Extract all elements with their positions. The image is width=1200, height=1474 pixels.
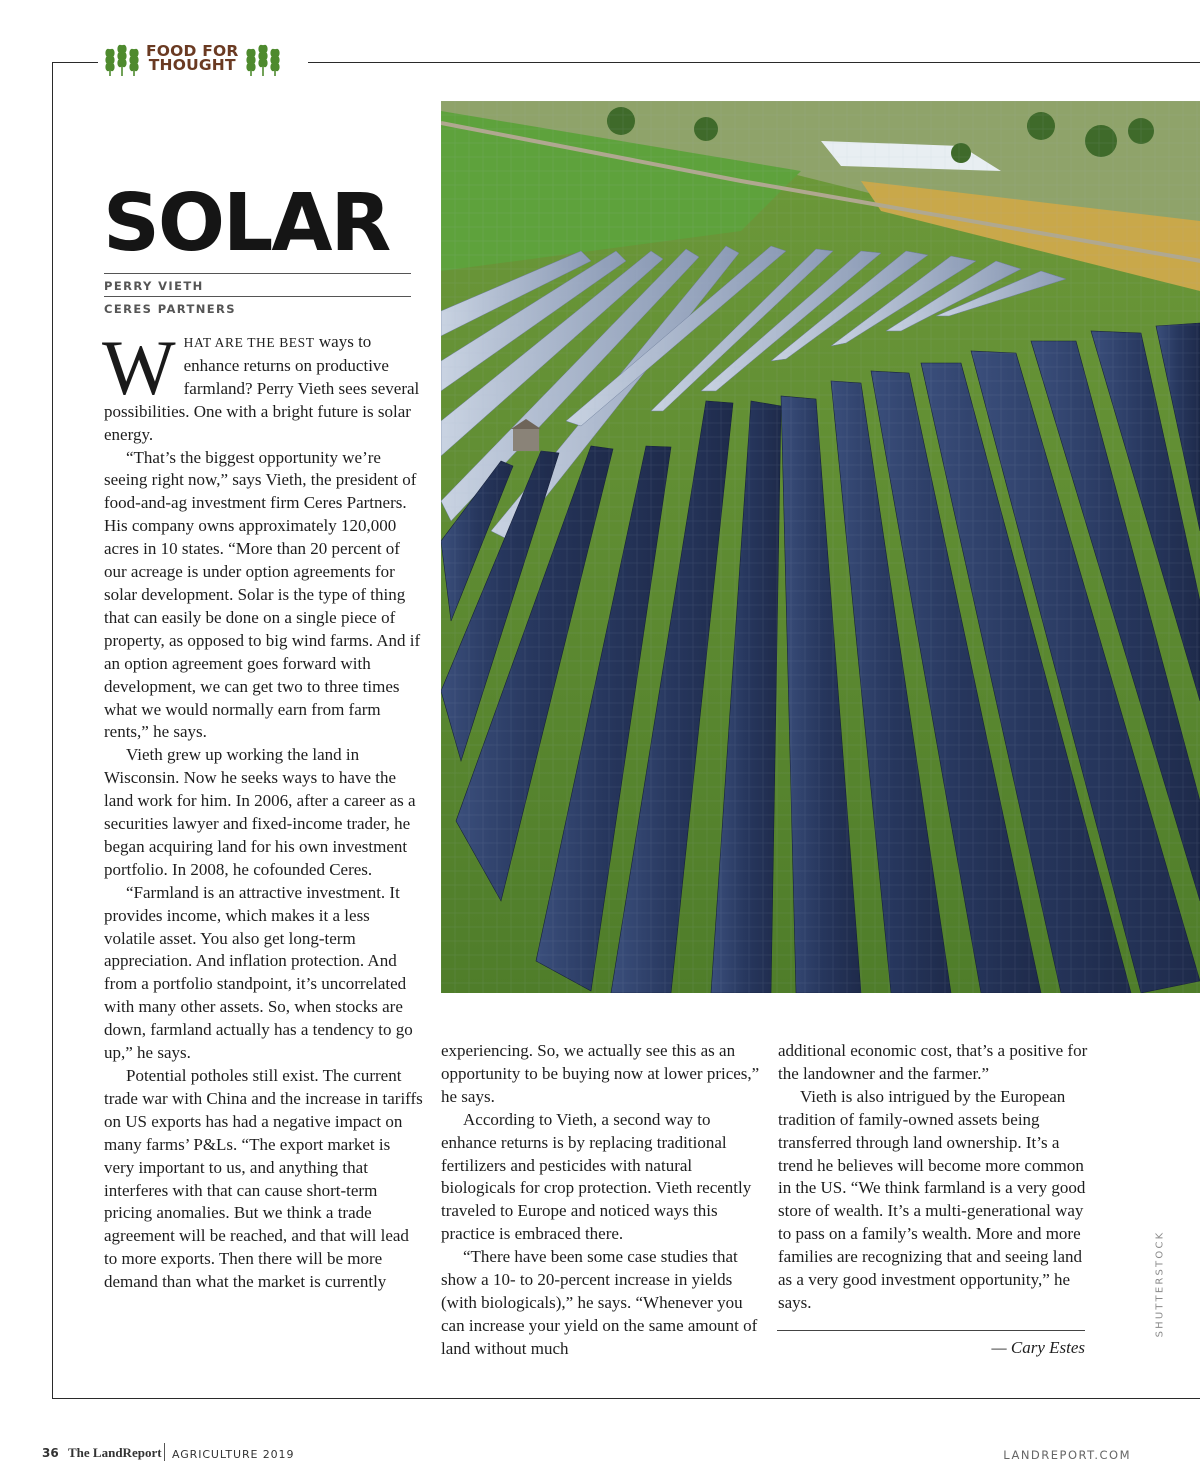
footer-divider — [164, 1443, 165, 1461]
body-paragraph: Vieth grew up working the land in Wisconsin. Now he seeks ways to have the land work for him. In 2006, after a career as a securities lawyer and fixed-income trader, he began acquiring land for his own investment portfolio. In 2008, he cofounded Ceres. — [104, 745, 416, 879]
byline-name: PERRY VIETH — [104, 273, 411, 295]
body-paragraph: Vieth is also intrigued by the European tradition of family-owned assets being transferred through land ownership. It’s a trend he believes will become more common in the US. “We think farmland is a very good store of wealth. It’s a multi-generational way to pass on a family’s wealth. More and more families are recognizing that and seeing land as a very good investment opportunity,” he says. — [778, 1086, 1086, 1312]
wheat-icon — [243, 39, 283, 77]
body-paragraph: According to Vieth, a second way to enhance returns is by replacing traditional fertilizers and pesticides with natural biologicals for crop protection. Vieth recently traveled to Europe and noticed ways this practice is embraced there. — [441, 1109, 752, 1244]
signature-rule — [777, 1330, 1085, 1331]
section-logo — [98, 38, 308, 78]
byline-company: CERES PARTNERS — [104, 296, 411, 318]
frame-bottom-rule — [52, 1398, 1200, 1399]
solar-farm-illustration — [441, 101, 1200, 993]
website-link[interactable]: LANDREPORT.COM — [1003, 1448, 1131, 1462]
wheat-icon — [102, 39, 142, 77]
lead-paragraph — [102, 324, 424, 447]
frame-left-rule — [52, 62, 53, 1398]
magazine-name: The LandReport — [68, 1445, 162, 1460]
page-number: 36 — [42, 1446, 59, 1460]
lead-in: HAT ARE THE BEST — [183, 335, 315, 350]
solar-farm-photo — [441, 101, 1200, 993]
issue-label: AGRICULTURE 2019 — [172, 1448, 295, 1461]
body-paragraph: “That’s the biggest opportunity we’re seeing right now,” says Vieth, the president of food-and-ag investment firm Ceres Partners. His company owns approximately 120,000 acres in 10 states. “More than 20 percent of our acreage is under option agreements for solar development. Solar is the type of thing that can easily be done on a single piece of property, as opposed to big wind farms. And if an option agreement goes forward with development, we can get two to three times what we would normally earn from farm rents,” he says. — [104, 447, 421, 742]
section-logo-text: FOOD FOR THOUGHT — [146, 42, 239, 74]
article-column-3 — [778, 1040, 1098, 1315]
headline: SOLAR — [103, 177, 390, 269]
article-column-1 — [102, 324, 424, 1294]
body-paragraph: “Farmland is an attractive investment. It provides income, which makes it a less volatile asset. You also get long-term appreciation. And inflation protection. And from a portfolio standpoint, it’s uncorrelated with many other assets. So, when stocks are down, farmland actually has a tendency to go up,” he says. — [104, 882, 413, 1063]
article-column-2 — [441, 1040, 761, 1361]
body-paragraph: “There have been some case studies that show a 10- to 20-percent increase in yields (with biologicals),” he says. “Whenever you can increase your yield on the same amount of land without much — [441, 1247, 758, 1358]
body-paragraph: experiencing. So, we actually see this as an opportunity to be buying now at lower prices,” he says. — [441, 1041, 760, 1106]
lead-paragraph-text: ways to enhance returns on productive farmland? Perry Vieth sees several possibilities. One with a bright future is solar energy. — [104, 332, 420, 444]
photo-credit — [1145, 1230, 1175, 1337]
body-paragraph: Potential potholes still exist. The current trade war with China and the increase in tariffs on US exports has had a negative impact on many farms’ P&Ls. “The export market is very important to us, and anything that interferes with that can cause short-term pricing anomalies. But we think a trade agreement will be reached, and that will lead to more exports. Then there will be more demand than what the market is currently — [104, 1066, 423, 1292]
author-signature: — Cary Estes — [991, 1338, 1085, 1357]
drop-cap: W — [102, 324, 176, 411]
photo-credit-text: SHUTTERSTOCK — [1154, 1230, 1166, 1337]
body-paragraph: additional economic cost, that’s a positive for the landowner and the farmer.” — [778, 1041, 1088, 1083]
